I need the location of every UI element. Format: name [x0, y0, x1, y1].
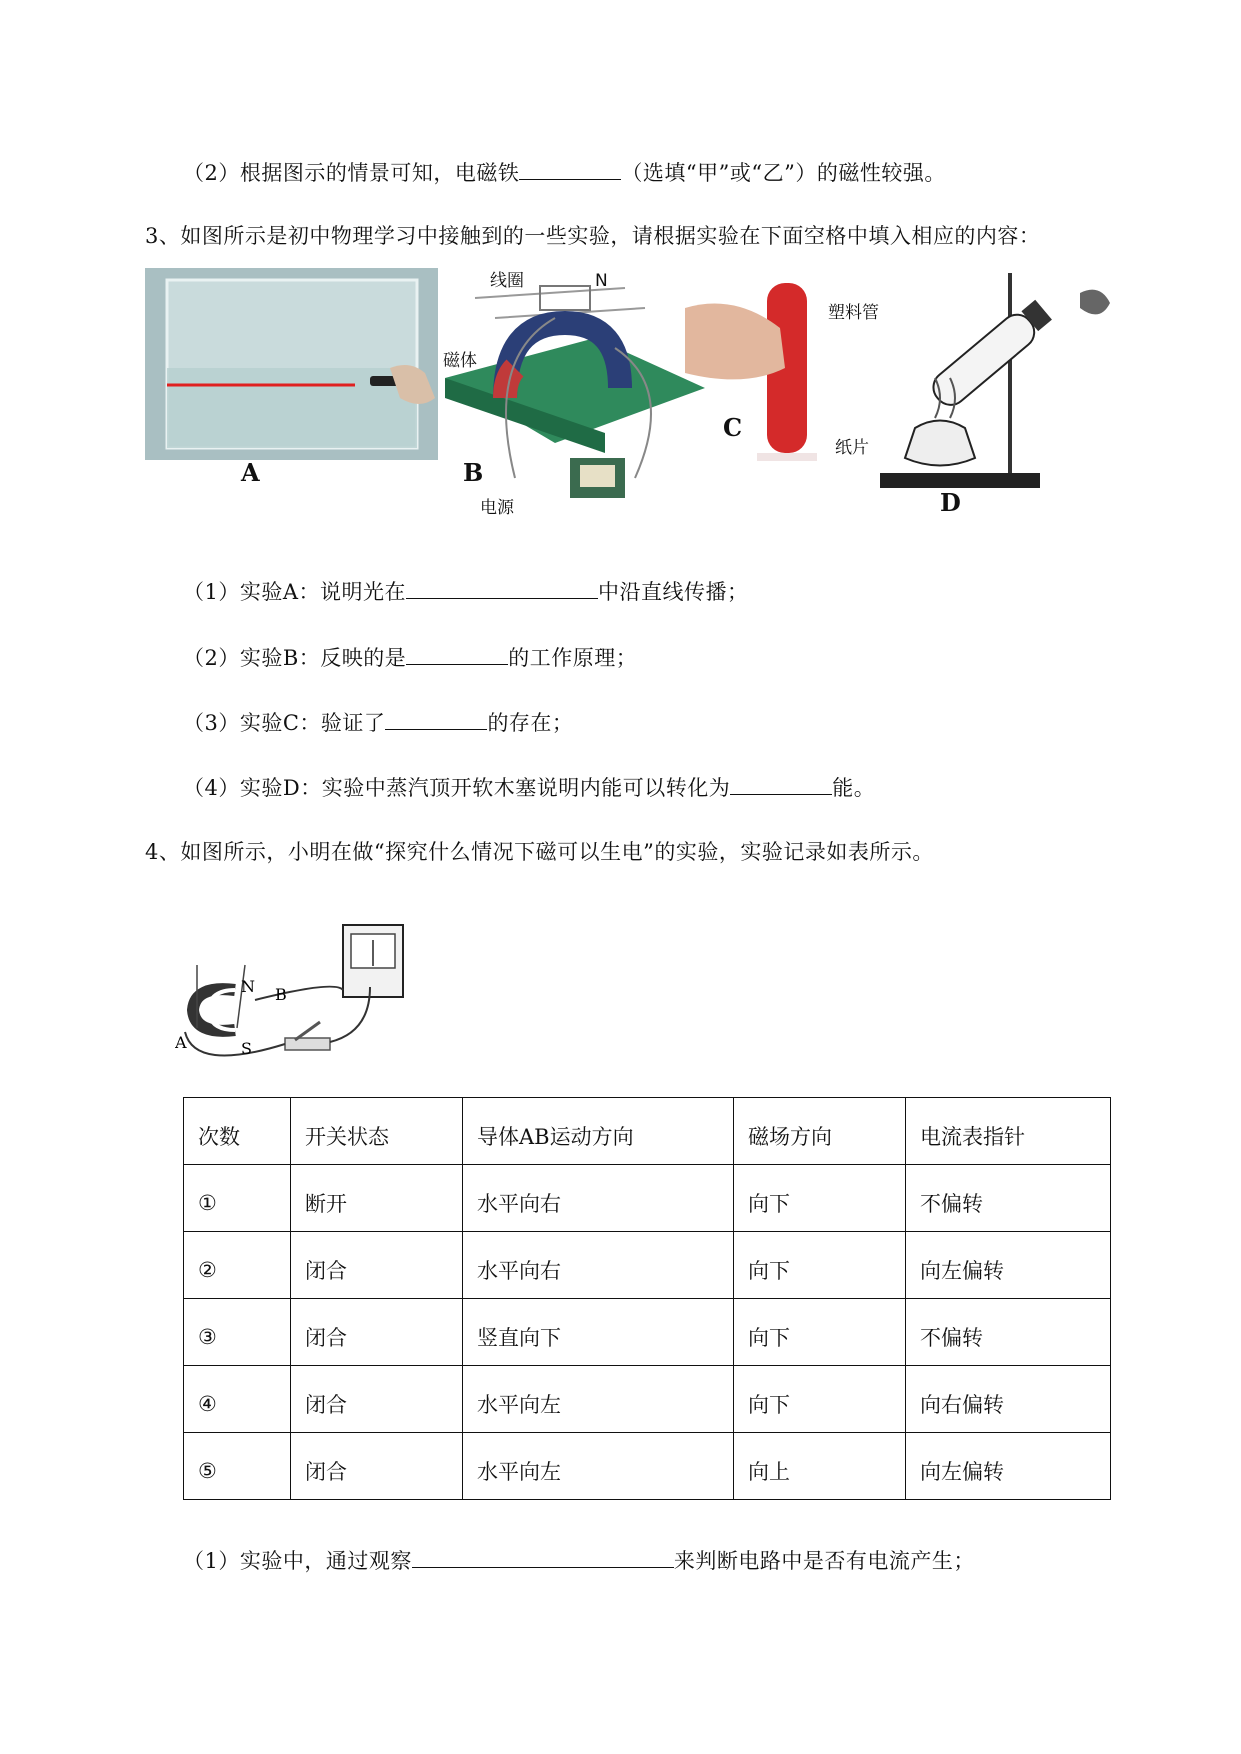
q3-item-2-suffix: 的工作原理； [508, 646, 638, 670]
table-header-cell: 开关状态 [291, 1098, 463, 1165]
label-magnet: 磁体 [443, 351, 477, 371]
conductor-b-label: B [275, 985, 287, 1004]
q3-item-4-suffix: 能。 [832, 776, 876, 800]
q2-part2-prefix: （2）根据图示的情景可知，电磁铁 [183, 161, 520, 185]
table-cell: 闭合 [291, 1299, 463, 1366]
caption-a: A [241, 458, 260, 487]
table-header-cell: 磁场方向 [734, 1098, 906, 1165]
q3-experiments-figure [145, 268, 1115, 523]
label-power: 电源 [480, 498, 514, 518]
table-row [184, 1232, 1111, 1299]
experiment-c-image [685, 283, 879, 461]
table-cell: 闭合 [291, 1366, 463, 1433]
answer-blank[interactable] [406, 642, 508, 665]
caption-b: B [463, 458, 484, 487]
table-cell: 水平向左 [463, 1433, 734, 1500]
q3-item-1-prefix: （1）实验A：说明光在 [183, 580, 407, 604]
experiment-d-image [880, 273, 1110, 517]
q4-item-1 [183, 1545, 975, 1575]
conductor-a-label: A [175, 1033, 187, 1052]
table-cell: ② [184, 1232, 291, 1299]
table-row [184, 1366, 1111, 1433]
experiment-a-image [145, 268, 438, 487]
q2-part2-line [183, 157, 946, 187]
q4-item-1-prefix: （1）实验中，通过观察 [183, 1549, 412, 1573]
q4-induction-figure [175, 920, 415, 1070]
table-header-cell: 导体AB运动方向 [463, 1098, 734, 1165]
table-cell: 向下 [734, 1299, 906, 1366]
table-row [184, 1165, 1111, 1232]
pole-s-label: S [241, 1039, 252, 1058]
q4-item-1-suffix: 来判断电路中是否有电流产生； [673, 1549, 975, 1573]
q2-part2-suffix: （选填“甲”或“乙”）的磁性较强。 [621, 161, 946, 185]
q3-item-4-prefix: （4）实验D：实验中蒸汽顶开软木塞说明内能可以转化为 [183, 776, 731, 800]
table-cell: 水平向左 [463, 1366, 734, 1433]
q3-item-1-suffix: 中沿直线传播； [598, 580, 749, 604]
table-cell: 水平向右 [463, 1165, 734, 1232]
answer-blank[interactable] [519, 157, 621, 180]
q3-item-3 [183, 707, 573, 737]
table-cell: 闭合 [291, 1232, 463, 1299]
table-cell: ① [184, 1165, 291, 1232]
table-cell: ⑤ [184, 1433, 291, 1500]
table-cell: 不偏转 [906, 1165, 1111, 1232]
answer-blank[interactable] [406, 576, 598, 599]
pole-n-label: N [241, 977, 255, 996]
label-tube: 塑料管 [828, 303, 879, 323]
table-cell: 向下 [734, 1165, 906, 1232]
table-cell: 断开 [291, 1165, 463, 1232]
q4-stem: 4、如图所示，小明在做“探究什么情况下磁可以生电”的实验，实验记录如表所示。 [145, 840, 934, 864]
answer-blank[interactable] [412, 1545, 674, 1568]
q3-item-1 [183, 576, 749, 606]
table-header-cell: 电流表指针 [906, 1098, 1111, 1165]
experiment-b-image [443, 271, 705, 518]
table-cell: 向右偏转 [906, 1366, 1111, 1433]
label-coil: 线圈 [490, 271, 524, 291]
table-cell: 竖直向下 [463, 1299, 734, 1366]
q3-item-2-prefix: （2）实验B：反映的是 [183, 646, 407, 670]
table-cell: 向左偏转 [906, 1232, 1111, 1299]
table-cell: 不偏转 [906, 1299, 1111, 1366]
table-cell: 向下 [734, 1366, 906, 1433]
table-cell: ④ [184, 1366, 291, 1433]
table-cell: ③ [184, 1299, 291, 1366]
table-cell: 水平向右 [463, 1232, 734, 1299]
answer-blank[interactable] [730, 772, 832, 795]
caption-d: D [940, 488, 961, 517]
experiment-record-table [183, 1097, 1111, 1500]
table-cell: 闭合 [291, 1433, 463, 1500]
q3-item-3-prefix: （3）实验C：验证了 [183, 711, 386, 735]
table-row [184, 1299, 1111, 1366]
q3-stem: 3、如图所示是初中物理学习中接触到的一些实验，请根据实验在下面空格中填入相应的内容： [145, 224, 1041, 248]
label-pole-n: N [595, 271, 608, 291]
caption-c: C [723, 413, 743, 442]
q3-item-3-suffix: 的存在； [487, 711, 574, 735]
label-paper: 纸片 [835, 438, 869, 458]
table-cell: 向下 [734, 1232, 906, 1299]
table-cell: 向左偏转 [906, 1433, 1111, 1500]
q3-item-2 [183, 642, 637, 672]
table-cell: 向上 [734, 1433, 906, 1500]
table-row [184, 1433, 1111, 1500]
answer-blank[interactable] [385, 707, 487, 730]
q3-item-4 [183, 772, 875, 802]
table-header-cell: 次数 [184, 1098, 291, 1165]
table-header-row [184, 1098, 1111, 1165]
